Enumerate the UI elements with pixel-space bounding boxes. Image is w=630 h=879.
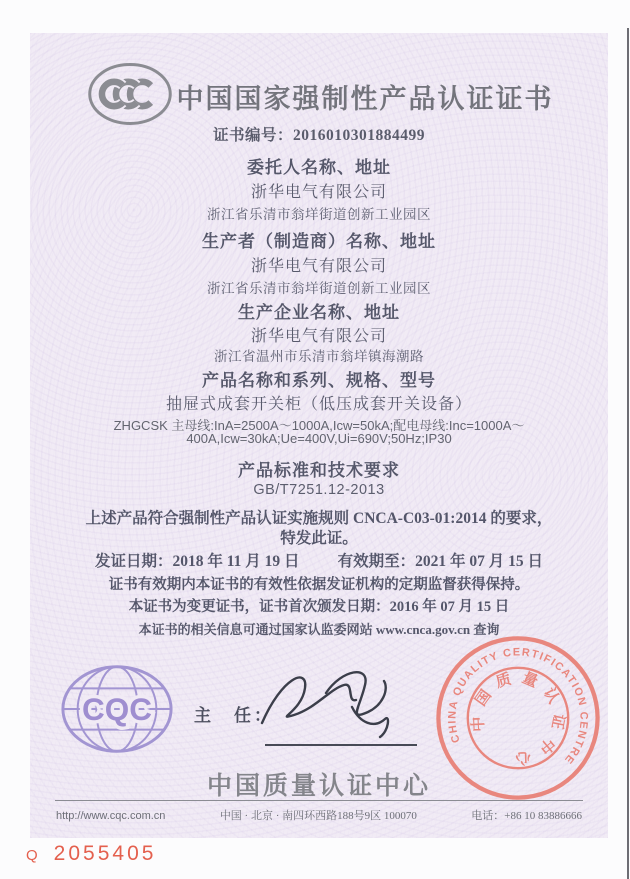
manufacturer-name: 浙华电气有限公司 <box>250 258 387 275</box>
valid-date-label: 有效期至： <box>337 553 416 570</box>
manufacturer-address: 浙江省乐清市翁垟街道创新工业园区 <box>207 281 431 296</box>
scan-edge-artifact <box>627 28 629 879</box>
statement-line1: 上述产品符合强制性产品认证实施规则 CNCA-C03-01:2014 的要求， <box>85 510 553 527</box>
note-maintain: 证书有效期内本证书的有效性依据发证机构的定期监督获得保持。 <box>108 577 530 593</box>
print-serial-prefix: Q <box>26 847 38 864</box>
seal-inner-text: 中国质量认证中心 <box>469 668 568 767</box>
seal-outer-text: CHINA QUALITY CERTIFICATION CENTRE <box>446 646 590 767</box>
issue-date: 2018 年 11 月 19 日 <box>172 553 300 570</box>
certificate-number-line <box>30 123 608 145</box>
cqc-red-seal <box>428 628 608 808</box>
certificate-number: 2016010301884499 <box>293 127 425 144</box>
valid-date: 2021 年 07 月 15 日 <box>415 553 543 570</box>
footer <box>30 807 608 823</box>
issue-date-label: 发证日期： <box>95 553 173 570</box>
applicant-name: 浙华电气有限公司 <box>250 184 387 201</box>
print-serial <box>26 842 156 866</box>
note-info: 本证书的相关信息可通过国家认监委网站 www.cnca.gov.cn 查询 <box>138 622 500 637</box>
cqc-logo-text: CQC <box>82 691 152 727</box>
statement-line2: 特发此证。 <box>280 530 358 547</box>
applicant-address: 浙江省乐清市翁垟街道创新工业园区 <box>207 207 431 222</box>
certificate-title: 中国国家强制性产品认证证书 <box>176 84 554 114</box>
signature-underline <box>265 744 417 746</box>
product-label: 产品名称和系列、规格、型号 <box>202 371 436 390</box>
footer-phone-label: 电话： <box>471 810 505 822</box>
note-change: 本证书为变更证书，证书首次颁发日期：2016 年 07 月 15 日 <box>128 599 510 615</box>
product-model-line1: ZHGCSK 主母线:InA=2500A～1000A,Icw=50kA;配电母线:Inc=1000A～ <box>113 418 525 433</box>
product-model-line2: 400A,Icw=30kA;Ue=400V,Ui=690V;50Hz;IP30 <box>186 431 452 446</box>
standard-label: 产品标准和技术要求 <box>238 461 400 480</box>
certificate-number-label: 证书编号： <box>212 127 293 144</box>
issuing-org-name: 中国质量认证中心 <box>206 772 431 800</box>
standard-code: GB/T7251.12-2013 <box>253 482 385 498</box>
footer-phone <box>471 807 582 823</box>
dates-line <box>30 549 608 571</box>
cqc-globe-icon <box>58 656 176 762</box>
certificate-page <box>30 33 608 838</box>
factory-name: 浙华电气有限公司 <box>250 328 387 345</box>
svg-text:CHINA QUALITY CERTIFICATION <box>428 628 608 805</box>
footer-phone-number: +86 10 83886666 <box>504 810 582 822</box>
director-signature <box>252 661 422 749</box>
factory-address: 浙江省温州市乐清市翁垟镇海潮路 <box>214 349 424 364</box>
footer-address: 中国 · 北京 · 南四环西路188号9区 100070 <box>219 810 417 822</box>
product-name: 抽屉式成套开关柜（低压成套开关设备） <box>165 396 472 413</box>
manufacturer-label: 生产者（制造商）名称、地址 <box>202 232 436 251</box>
print-serial-number: 2055405 <box>53 842 157 865</box>
director-label: 主 任： <box>194 706 274 725</box>
footer-website: http://www.cqc.com.cn <box>56 810 166 822</box>
factory-label: 生产企业名称、地址 <box>238 303 400 322</box>
applicant-label: 委托人名称、地址 <box>247 158 391 177</box>
